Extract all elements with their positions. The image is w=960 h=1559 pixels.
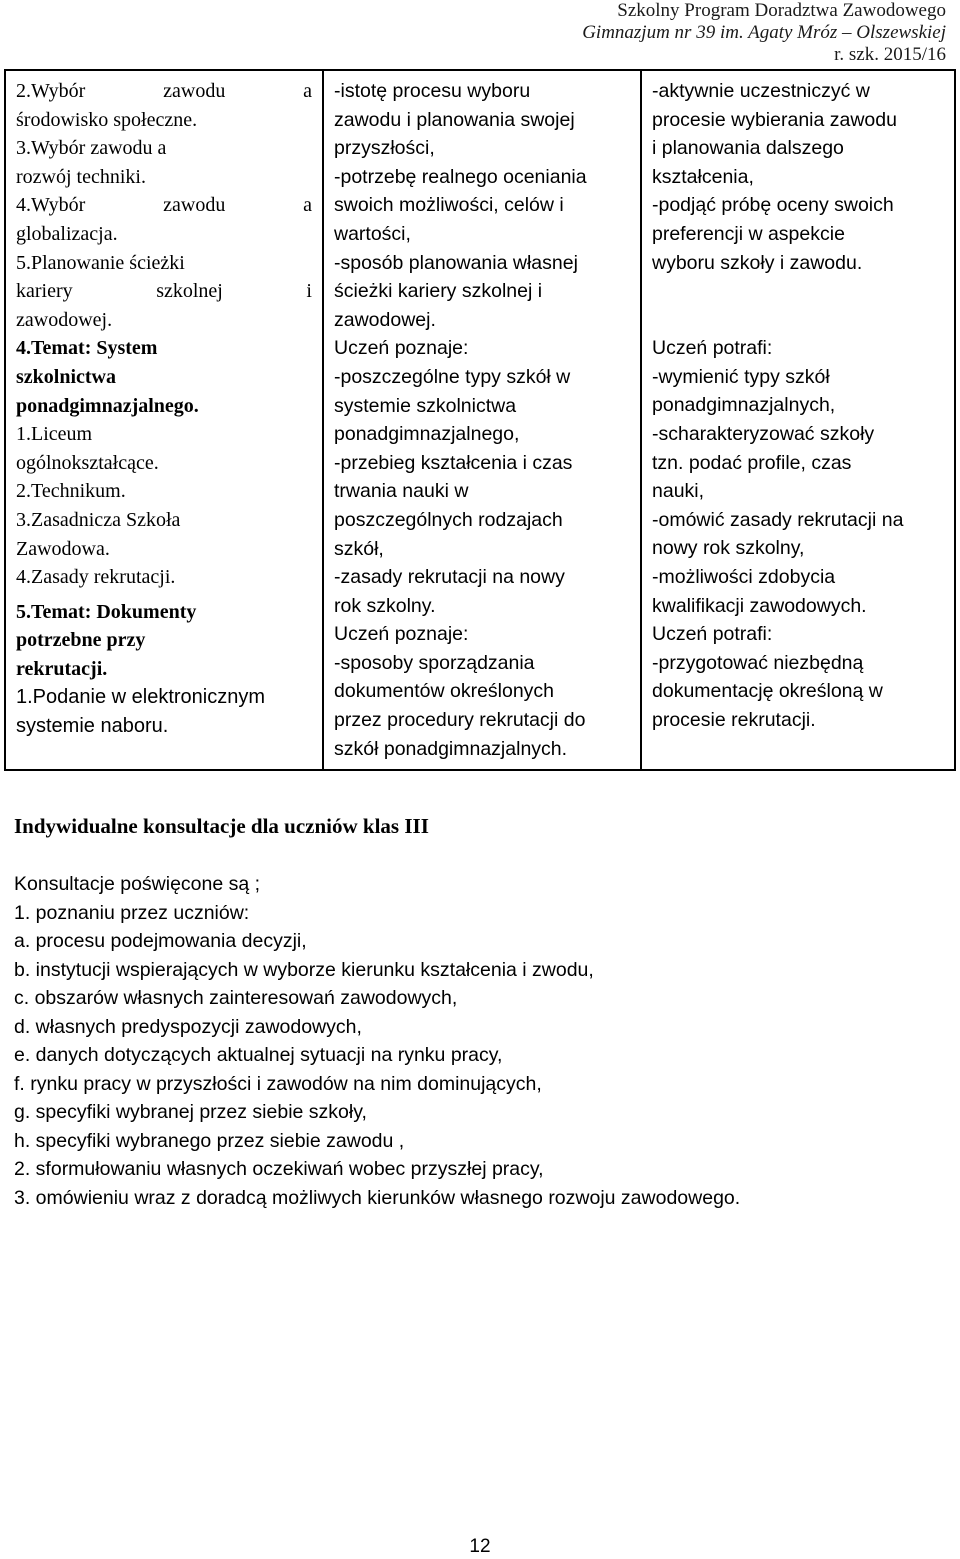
skills-block-2 (652, 334, 944, 620)
list-item-cont: środowisko społeczne. (16, 108, 198, 131)
topic-heading: szkolnictwa (16, 365, 116, 388)
section-line: e. danych dotyczących aktualnej sytuacji na rynku pracy, (14, 1044, 503, 1066)
text-line: -sposoby sporządzania (334, 651, 535, 674)
text-line: -potrzebę realnego oceniania (334, 165, 587, 188)
knowledge-cell (323, 70, 641, 770)
text-line: -możliwości zdobycia (652, 565, 836, 588)
curriculum-table (4, 69, 956, 771)
topic-heading: rekrutacji. (16, 657, 108, 680)
section-line: a. procesu podejmowania decyzji, (14, 930, 307, 952)
section-heading: Indywidualne konsultacje dla uczniów klas III (14, 814, 429, 838)
text-line: Uczeń poznaje: (334, 623, 469, 646)
list-item-cont: Zawodowa. (16, 537, 110, 560)
topic-heading: potrzebne przy (16, 629, 146, 652)
list-item: 2.Wybór zawodu a (16, 80, 312, 102)
knowledge-block-2 (334, 334, 630, 620)
knowledge-block-3 (334, 620, 630, 763)
header-program-title: Szkolny Program Doradztwa Zawodowego (617, 0, 946, 21)
section-line: c. obszarów własnych zainteresowań zawodowych, (14, 987, 458, 1009)
list-item: 4.Wybór zawodu a (16, 194, 312, 217)
text-line: przez procedury rekrutacji do (334, 709, 586, 732)
text-line: systemie szkolnictwa (334, 394, 517, 417)
section-line: g. specyfiki wybranej przez siebie szkoły, (14, 1101, 367, 1123)
skills-block-1 (652, 77, 944, 277)
text-line: swoich możliwości, celów i (334, 194, 564, 217)
section-line: 3. omówieniu wraz z doradcą możliwych kierunków własnego rozwoju zawodowego. (14, 1186, 741, 1209)
text-line: -wymienić typy szkół (652, 365, 830, 388)
text-line: -przebieg kształcenia i czas (334, 451, 573, 474)
table-row (5, 70, 955, 770)
topic-heading: 5.Temat: Dokumenty (16, 600, 197, 623)
text-line: -poszczególne typy szkół w (334, 365, 571, 388)
header-school-year: r. szk. 2015/16 (834, 44, 946, 65)
consultations-section (14, 812, 944, 1212)
text-line: rok szkolny. (334, 594, 436, 617)
text-line: nowy rok szkolny, (652, 537, 805, 560)
text-line: wyboru szkoły i zawodu. (652, 251, 863, 274)
list-item: 4.Zasady rekrutacji. (16, 566, 176, 589)
text-line: szkół, (334, 537, 384, 560)
text-line: zawodowej. (334, 308, 436, 331)
text-line: -istotę procesu wyboru (334, 80, 531, 102)
text-line: dokumentów określonych (334, 680, 555, 703)
skills-cell (641, 70, 955, 770)
knowledge-block-1 (334, 77, 630, 334)
text-line: Uczeń potrafi: (652, 623, 773, 646)
text-line: -aktywnie uczestniczyć w (652, 80, 870, 102)
list-item: 1.Liceum (16, 423, 93, 446)
section-line: f. rynku pracy w przyszłości i zawodów na nim dominujących, (14, 1072, 542, 1095)
text-line: i planowania dalszego (652, 137, 844, 160)
list-item: 1.Podanie w elektronicznym (16, 686, 266, 709)
list-item: 3.Zasadnicza Szkoła (16, 508, 181, 531)
page-header (582, 0, 946, 66)
section-line: 2. sformułowaniu własnych oczekiwań wobec przyszłej pracy, (14, 1158, 544, 1180)
list-item-cont: globalizacja. (16, 222, 118, 245)
text-line: trwania nauki w (334, 480, 469, 503)
list-item-cont: zawodowej. (16, 308, 113, 331)
text-line: zawodu i planowania swojej (334, 108, 575, 131)
text-line: procesie rekrutacji. (652, 708, 816, 731)
text-line: -przygotować niezbędną (652, 651, 864, 674)
list-item-cont: rozwój techniki. (16, 165, 146, 188)
text-line: dokumentację określoną w (652, 680, 883, 703)
text-line: ponadgimnazjalnego, (334, 423, 520, 446)
text-line: ścieżki kariery szkolnej i (334, 280, 543, 303)
text-line: preferencji w aspekcie (652, 222, 845, 245)
list-item-cont: ogólnokształcące. (16, 451, 159, 474)
text-line: -podjąć próbę oceny swoich (652, 194, 894, 217)
text-line: poszczególnych rodzajach (334, 508, 563, 531)
topics-cell (5, 70, 323, 770)
text-line: Uczeń poznaje: (334, 337, 469, 360)
list-item: 2.Technikum. (16, 480, 126, 503)
text-line: kształcenia, (652, 165, 754, 188)
topic-heading: ponadgimnazjalnego. (16, 394, 199, 417)
list-item-cont: kariery szkolnej i (16, 280, 312, 303)
page-number: 12 (469, 1536, 491, 1557)
text-line: przyszłości, (334, 137, 435, 160)
spacer (652, 277, 944, 334)
list-item: 3.Wybór zawodu a (16, 137, 167, 160)
skills-block-3 (652, 620, 944, 734)
section-line: b. instytucji wspierających w wyborze kierunku kształcenia i zwodu, (14, 958, 594, 981)
text-line: kwalifikacji zawodowych. (652, 594, 867, 617)
header-school-name: Gimnazjum nr 39 im. Agaty Mróz – Olszewskiej (582, 22, 946, 43)
section-line: h. specyfiki wybranego przez siebie zawodu , (14, 1129, 405, 1152)
text-line: -omówić zasady rekrutacji na (652, 508, 904, 531)
list-item: 5.Planowanie ścieżki (16, 251, 185, 274)
section-line: 1. poznaniu przez uczniów: (14, 901, 250, 924)
topic-heading: 4.Temat: System (16, 337, 158, 360)
text-line: ponadgimnazjalnych, (652, 394, 836, 417)
text-line: wartości, (334, 222, 411, 245)
text-line: Uczeń potrafi: (652, 337, 773, 360)
text-line: -scharakteryzować szkoły (652, 422, 875, 445)
list-item-cont: systemie naboru. (16, 715, 169, 738)
section-line: Konsultacje poświęcone są ; (14, 873, 261, 895)
text-line: -zasady rekrutacji na nowy (334, 566, 565, 589)
text-line: -sposób planowania własnej (334, 251, 578, 274)
text-line: procesie wybierania zawodu (652, 108, 897, 131)
text-line: nauki, (652, 480, 705, 503)
section-line: d. własnych predyspozycji zawodowych, (14, 1015, 362, 1038)
text-line: szkół ponadgimnazjalnych. (334, 737, 568, 760)
text-line: tzn. podać profile, czas (652, 451, 852, 474)
